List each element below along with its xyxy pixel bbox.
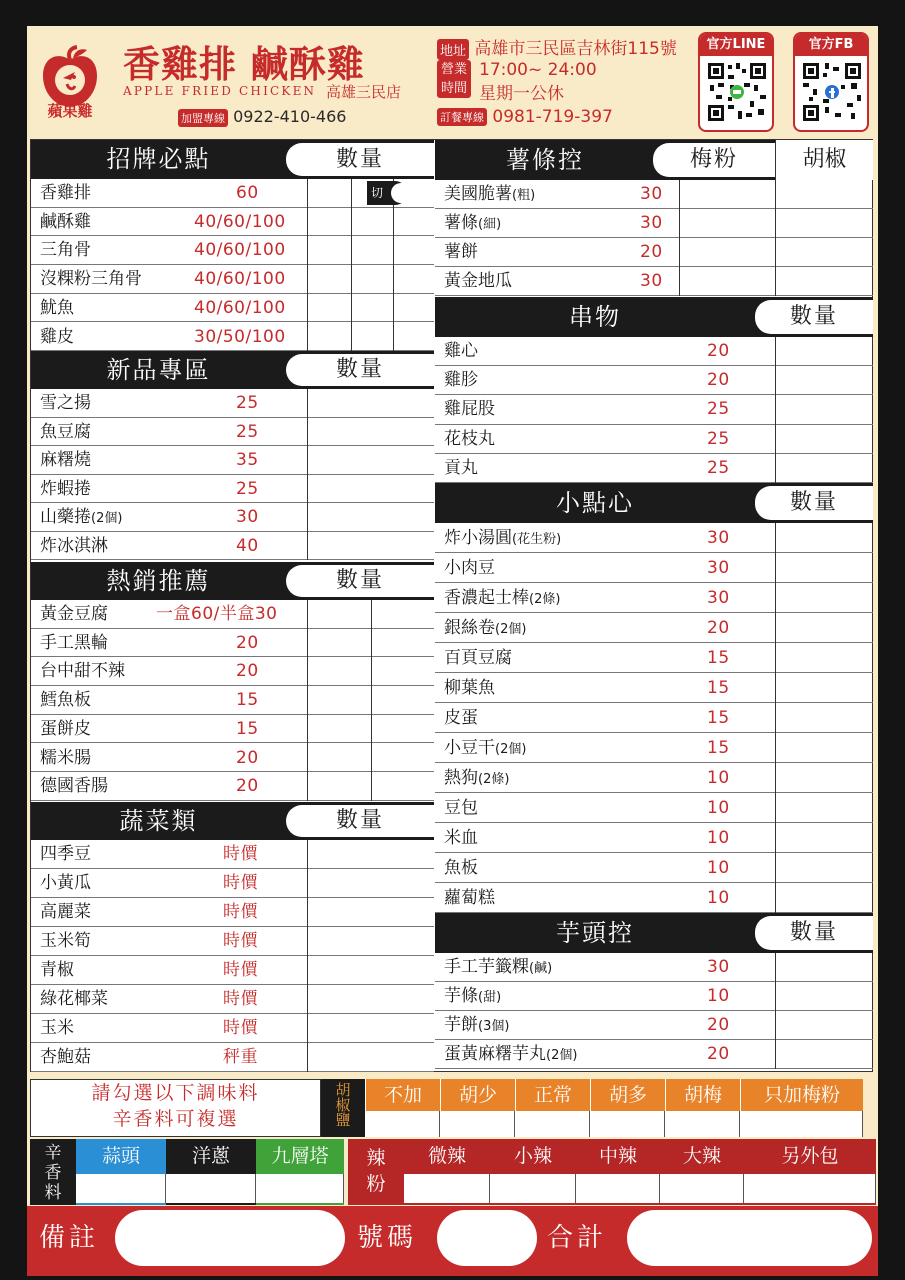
menu-grid — [30, 139, 873, 1072]
item-price: 20 — [707, 370, 730, 391]
menu-item[interactable] — [31, 715, 434, 744]
item-name: 豆包 — [444, 798, 478, 818]
item-name: 手工芋籤粿(鹹) — [444, 957, 553, 977]
item-note: (2條) — [478, 772, 510, 787]
qty-header: 數量 — [286, 565, 434, 597]
item-price: 10 — [707, 828, 730, 848]
item-price: 20 — [707, 1044, 730, 1064]
chili-option-label: 大辣 — [682, 1145, 721, 1167]
seasoning-instructions — [30, 1079, 321, 1137]
total-label: 合計 — [547, 1223, 608, 1253]
spice-checkbox[interactable] — [256, 1174, 344, 1203]
menu-item[interactable] — [31, 1014, 434, 1043]
grid-line — [371, 600, 372, 801]
item-price: 時價 — [223, 844, 258, 864]
menu-item[interactable] — [31, 294, 434, 323]
menu-item[interactable] — [31, 475, 434, 504]
qty-header: 數量 — [755, 486, 873, 520]
item-note: (2個) — [546, 1048, 578, 1063]
item-name: 花枝丸 — [444, 428, 495, 449]
seasoning-line-2: 辛香料可複選 — [112, 1108, 239, 1130]
item-name: 小肉豆 — [444, 558, 495, 578]
spice-option-label: 蒜頭 — [101, 1145, 140, 1167]
pepper-salt-label — [321, 1079, 365, 1137]
item-name: 青椒 — [40, 960, 74, 980]
menu-item[interactable] — [31, 869, 434, 898]
item-name: 黃金豆腐 — [40, 604, 108, 624]
item-price: 40/60/100 — [194, 240, 286, 261]
item-note: (粗) — [512, 188, 536, 203]
chili-checkbox[interactable] — [576, 1174, 660, 1203]
menu-item[interactable] — [435, 209, 873, 238]
hours: 17:00~ 24:00 — [479, 60, 597, 80]
item-price: 25 — [707, 457, 730, 478]
menu-item[interactable] — [31, 629, 434, 658]
item-name: 蘿蔔糕 — [444, 888, 495, 908]
chili-option[interactable] — [744, 1139, 876, 1205]
pepper-option-label: 胡少 — [458, 1084, 497, 1106]
menu-item[interactable] — [31, 772, 434, 801]
spice-checkbox[interactable] — [166, 1174, 256, 1203]
item-price: 10 — [707, 888, 730, 908]
item-price: 30/50/100 — [194, 326, 286, 347]
menu-item[interactable] — [31, 236, 434, 265]
item-name: 四季豆 — [40, 844, 91, 864]
chili-checkbox[interactable] — [404, 1174, 490, 1203]
menu-item[interactable] — [31, 657, 434, 686]
item-price: 10 — [707, 858, 730, 878]
join-line — [178, 107, 346, 127]
item-price: 20 — [236, 747, 259, 768]
item-name: 鹹酥雞 — [40, 211, 91, 232]
section-header — [435, 913, 873, 953]
item-name: 綠花椰菜 — [40, 989, 108, 1009]
item-price: 40/60/100 — [194, 269, 286, 290]
pepper-checkbox[interactable] — [666, 1111, 740, 1137]
menu-item[interactable] — [31, 1043, 434, 1072]
menu-item[interactable] — [435, 953, 873, 982]
pepper-option-label: 胡梅 — [683, 1084, 722, 1106]
section-header — [435, 297, 873, 337]
pepper-option[interactable] — [740, 1079, 863, 1137]
item-name: 德國香腸 — [40, 776, 108, 797]
item-price: 20 — [236, 661, 259, 682]
item-name: 炸蝦捲 — [40, 478, 91, 499]
address-tag: 地址 — [437, 39, 469, 60]
qty-header: 數量 — [286, 354, 434, 386]
number-field[interactable] — [437, 1210, 537, 1266]
item-price: 30 — [236, 507, 259, 527]
pepper-option[interactable] — [665, 1079, 740, 1137]
item-price: 30 — [707, 558, 730, 578]
item-price: 15 — [236, 690, 259, 711]
chili-option-label: 微辣 — [427, 1145, 466, 1167]
item-name: 高麗菜 — [40, 902, 91, 922]
item-note: (2條) — [529, 592, 561, 607]
item-name: 蛋餅皮 — [40, 718, 91, 739]
menu-item[interactable] — [31, 532, 434, 561]
item-price: 30 — [640, 213, 663, 233]
item-name: 雞心 — [444, 341, 478, 361]
item-name: 皮蛋 — [444, 708, 478, 728]
item-note: (細) — [478, 217, 502, 232]
qty-header: 數量 — [286, 143, 434, 176]
chili-option[interactable] — [404, 1139, 490, 1205]
menu-item[interactable] — [435, 267, 873, 296]
item-name: 小豆干(2個) — [444, 738, 527, 758]
item-name: 玉米筍 — [40, 931, 91, 951]
order-footer — [27, 1206, 878, 1276]
item-note: (2個) — [495, 622, 527, 637]
seasoning-line-1: 請勾選以下調味料 — [91, 1082, 260, 1104]
menu-item[interactable] — [435, 1011, 873, 1040]
grid-line — [775, 523, 776, 913]
qty-header: 數量 — [286, 805, 434, 837]
section-header — [435, 140, 873, 180]
fb-qr-code-icon — [801, 61, 863, 123]
address-line — [437, 34, 677, 60]
chili-checkbox[interactable] — [660, 1174, 744, 1203]
menu-sheet — [27, 26, 878, 1276]
pepper-checkbox[interactable] — [741, 1111, 863, 1137]
item-note: (鹹) — [529, 961, 553, 976]
item-name: 山藥捲(2個) — [40, 507, 123, 527]
menu-item[interactable] — [435, 793, 873, 823]
menu-item[interactable] — [31, 898, 434, 927]
pepper-option-label: 不加 — [383, 1084, 422, 1106]
item-price: 時價 — [223, 873, 258, 893]
item-name: 雞屁股 — [444, 399, 495, 420]
menu-item[interactable] — [435, 733, 873, 763]
join-tag: 加盟專線 — [178, 109, 228, 127]
grid-line — [775, 180, 776, 296]
item-name: 魷魚 — [40, 297, 74, 318]
section-header — [31, 562, 434, 600]
item-name: 熱狗(2條) — [444, 768, 510, 788]
menu-item[interactable] — [31, 840, 434, 869]
item-price: 25 — [707, 399, 730, 420]
menu-item[interactable] — [435, 553, 873, 583]
grid-line — [351, 179, 352, 351]
section-title: 蔬菜類 — [119, 807, 198, 835]
chili-option[interactable] — [576, 1139, 660, 1205]
order-phone[interactable]: 0981-719-397 — [492, 107, 613, 127]
chili-option[interactable] — [660, 1139, 744, 1205]
item-price: 40/60/100 — [194, 211, 286, 232]
pepper-option[interactable] — [590, 1079, 665, 1137]
menu-item[interactable] — [31, 208, 434, 237]
item-name: 鱈魚板 — [40, 690, 91, 711]
item-name: 三角骨 — [40, 240, 91, 261]
item-name: 手工黑輪 — [40, 632, 108, 653]
number-label: 號碼 — [357, 1223, 418, 1253]
pepper-checkbox[interactable] — [366, 1111, 440, 1137]
chili-checkbox[interactable] — [744, 1174, 876, 1203]
item-price: 40 — [236, 535, 259, 556]
item-price: 時價 — [223, 989, 258, 1009]
section-title: 小點心 — [556, 489, 634, 517]
pepper-checkbox[interactable] — [591, 1111, 665, 1137]
item-name: 芋餅(3個) — [444, 1015, 510, 1035]
menu-item[interactable] — [435, 366, 873, 395]
item-name: 薯條(細) — [444, 213, 502, 233]
qty-header: 數量 — [755, 916, 873, 950]
item-name: 魚板 — [444, 858, 478, 878]
pepper-option[interactable] — [365, 1079, 440, 1137]
grid-line — [307, 600, 308, 801]
chili-text: 辣粉 — [366, 1147, 386, 1195]
item-price: 秤重 — [223, 1047, 258, 1067]
section-title: 芋頭控 — [556, 919, 634, 947]
item-price: 20 — [640, 242, 663, 262]
item-name: 雪之揚 — [40, 393, 91, 413]
pepper-checkbox[interactable] — [441, 1111, 515, 1137]
item-name: 百頁豆腐 — [444, 648, 512, 668]
chili-checkbox[interactable] — [490, 1174, 576, 1203]
grid-line — [307, 389, 308, 560]
item-name: 米血 — [444, 828, 478, 848]
item-note: (甜) — [478, 990, 502, 1005]
menu-item[interactable] — [31, 389, 434, 418]
menu-item[interactable] — [435, 425, 873, 454]
item-price: 40/60/100 — [194, 297, 286, 318]
item-name: 炸小湯圓(花生粉) — [444, 528, 562, 548]
item-price: 60 — [236, 183, 259, 203]
menu-item[interactable] — [31, 323, 434, 352]
item-price: 時價 — [223, 902, 258, 922]
qty-header: 數量 — [755, 300, 873, 334]
item-name: 柳葉魚 — [444, 678, 495, 698]
item-price: 35 — [236, 450, 259, 470]
closed-day: 星期一公休 — [479, 84, 564, 104]
item-name: 杏鮑菇 — [40, 1047, 91, 1067]
item-price: 10 — [707, 768, 730, 788]
section-header — [31, 802, 434, 840]
chili-option-label: 中辣 — [598, 1145, 637, 1167]
pepper-option[interactable] — [440, 1079, 515, 1137]
fb-qr[interactable] — [793, 32, 869, 132]
item-name: 貢丸 — [444, 457, 478, 478]
menu-item[interactable] — [435, 982, 873, 1011]
menu-item[interactable] — [435, 703, 873, 733]
item-name: 糯米腸 — [40, 747, 91, 768]
item-price: 15 — [707, 648, 730, 668]
item-name: 玉米 — [40, 1018, 74, 1038]
item-price: 15 — [707, 678, 730, 698]
menu-item[interactable] — [435, 454, 873, 483]
section-title: 串物 — [569, 303, 621, 331]
grid-line — [775, 953, 776, 1069]
spice-text: 辛香料 — [44, 1143, 62, 1203]
menu-item[interactable] — [435, 523, 873, 553]
item-name: 雞胗 — [444, 370, 478, 391]
fb-qr-label: 官方FB — [795, 34, 867, 56]
pepper-option-label: 胡多 — [608, 1084, 647, 1106]
menu-item[interactable] — [435, 395, 873, 424]
qty-header: 梅粉 — [653, 143, 775, 177]
menu-item[interactable] — [435, 823, 873, 853]
grid-line — [307, 840, 308, 1072]
item-price: 10 — [707, 986, 730, 1006]
item-price: 30 — [707, 957, 730, 977]
menu-item[interactable] — [31, 956, 434, 985]
menu-item[interactable] — [31, 265, 434, 294]
menu-item[interactable] — [435, 763, 873, 793]
item-price: 20 — [707, 341, 730, 361]
pepper-option-label: 只加梅粉 — [763, 1084, 840, 1106]
pepper-option[interactable] — [515, 1079, 590, 1137]
item-price: 一盒60/半盒30 — [156, 604, 278, 624]
item-price: 30 — [707, 528, 730, 548]
item-price: 25 — [236, 393, 259, 413]
section-title: 熱銷推薦 — [106, 567, 211, 595]
item-price: 25 — [707, 428, 730, 449]
item-price: 20 — [236, 776, 259, 797]
menu-item[interactable] — [435, 673, 873, 703]
item-name: 美國脆薯(粗) — [444, 184, 536, 204]
cut-tag: 切 — [367, 181, 407, 205]
menu-item[interactable] — [31, 985, 434, 1014]
spice-option-label: 洋蔥 — [191, 1145, 230, 1167]
note-field[interactable] — [115, 1210, 345, 1266]
item-name: 銀絲卷(2個) — [444, 618, 527, 638]
menu-item[interactable] — [31, 744, 434, 773]
item-note: (2個) — [495, 742, 527, 757]
item-note: (2個) — [91, 511, 123, 526]
chili-label — [348, 1139, 404, 1205]
menu-item[interactable] — [435, 643, 873, 673]
grid-line — [307, 179, 308, 351]
section-title: 新品專區 — [106, 356, 211, 384]
spice-label — [30, 1139, 76, 1205]
item-price: 時價 — [223, 931, 258, 951]
section-title: 招牌必點 — [106, 145, 211, 173]
menu-item[interactable] — [435, 337, 873, 366]
item-price: 15 — [236, 718, 259, 739]
grid-line — [775, 337, 776, 483]
item-name: 芋條(甜) — [444, 986, 502, 1006]
item-name: 香雞排 — [40, 183, 91, 203]
menu-item[interactable] — [435, 613, 873, 643]
pepper-option-label: 正常 — [533, 1084, 572, 1106]
menu-item[interactable] — [435, 853, 873, 883]
chili-option-label: 小辣 — [513, 1145, 552, 1167]
item-price: 15 — [707, 708, 730, 728]
menu-item[interactable] — [31, 503, 434, 532]
section-header — [31, 351, 434, 389]
item-price: 30 — [707, 588, 730, 608]
item-price: 10 — [707, 798, 730, 818]
total-field[interactable] — [627, 1210, 872, 1266]
item-name: 雞皮 — [40, 326, 74, 347]
item-note: (花生粉) — [512, 532, 562, 547]
join-phone[interactable]: 0922-410-466 — [233, 107, 347, 126]
grid-line — [679, 180, 680, 296]
item-name: 魚豆腐 — [40, 421, 91, 442]
item-price: 25 — [236, 478, 259, 499]
item-name: 黃金地瓜 — [444, 271, 512, 291]
address: 高雄市三民區吉林街115號 — [474, 39, 677, 59]
item-price: 25 — [236, 421, 259, 442]
item-price: 20 — [707, 618, 730, 638]
chili-option-label: 另外包 — [781, 1145, 839, 1167]
line-qr-label: 官方LINE — [700, 34, 772, 56]
pepper-header: 胡椒 — [775, 140, 873, 180]
item-price: 時價 — [223, 1018, 258, 1038]
item-price: 20 — [236, 632, 259, 653]
shop-subtitle: APPLE FRIED CHICKEN — [123, 84, 317, 98]
spice-checkbox[interactable] — [76, 1174, 166, 1203]
menu-item[interactable] — [31, 927, 434, 956]
item-name: 炸冰淇淋 — [40, 535, 108, 556]
menu-item[interactable] — [435, 583, 873, 613]
order-line — [437, 107, 613, 127]
item-name: 台中甜不辣 — [40, 661, 125, 682]
menu-item[interactable] — [435, 238, 873, 267]
section-header — [435, 483, 873, 523]
brand-caption: 蘋果雞 — [47, 102, 93, 120]
menu-item[interactable] — [435, 180, 873, 209]
hours-tag: 營業時間 — [437, 60, 471, 98]
pepper-checkbox[interactable] — [516, 1111, 590, 1137]
spice-option-label: 九層塔 — [271, 1145, 329, 1167]
menu-item[interactable] — [435, 883, 873, 913]
line-qr-code-icon — [706, 61, 768, 123]
order-tag: 訂餐專線 — [437, 108, 487, 126]
item-name: 小黃瓜 — [40, 873, 91, 893]
menu-item[interactable] — [31, 600, 434, 629]
item-name: 麻糬燒 — [40, 450, 91, 470]
spice-option[interactable] — [76, 1139, 166, 1205]
branch-name: 高雄三民店 — [326, 83, 402, 101]
line-qr[interactable] — [698, 32, 774, 132]
item-price: 30 — [640, 184, 663, 204]
spice-option[interactable] — [166, 1139, 256, 1205]
section-title: 薯條控 — [506, 146, 584, 174]
section-header — [31, 140, 434, 179]
spice-option[interactable] — [256, 1139, 344, 1205]
item-name: 蛋黃麻糬芋丸(2個) — [444, 1044, 578, 1064]
item-price: 30 — [640, 271, 663, 291]
item-name: 香濃起士棒(2條) — [444, 588, 561, 608]
menu-item[interactable] — [31, 686, 434, 715]
item-name: 薯餅 — [444, 242, 478, 262]
shop-title: 香雞排 鹹酥雞 — [123, 43, 365, 86]
note-label: 備註 — [39, 1223, 100, 1253]
item-name: 沒粿粉三角骨 — [40, 269, 142, 290]
menu-item[interactable] — [435, 1040, 873, 1069]
chili-option[interactable] — [490, 1139, 576, 1205]
menu-item[interactable] — [31, 446, 434, 475]
item-price: 15 — [707, 738, 730, 758]
item-price: 20 — [707, 1015, 730, 1035]
item-note: (3個) — [478, 1019, 510, 1034]
menu-item[interactable] — [31, 418, 434, 447]
item-price: 時價 — [223, 960, 258, 980]
pepper-salt-text: 胡椒鹽 — [335, 1081, 351, 1129]
